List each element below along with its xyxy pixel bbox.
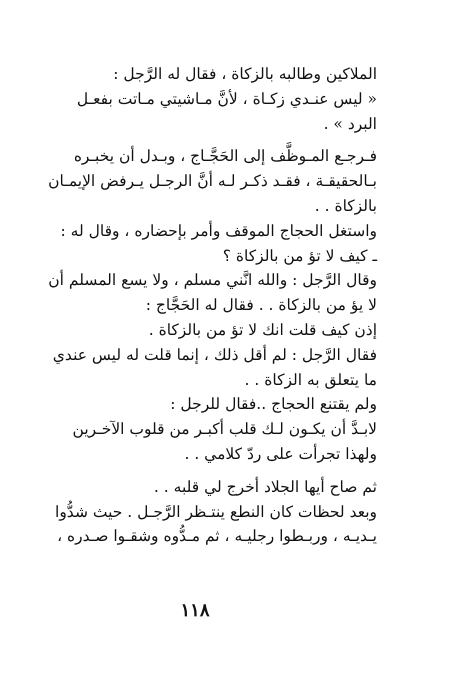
text-line: الملاكين وطالبه بالزكاة ، فقال له الرَّجل : <box>113 65 377 83</box>
text-line: فـرجـع المـوظَّف إلى الحَجَّـاج ، وبـدل أن يخبـره <box>73 147 377 166</box>
text-line: إذن كيف قلت انك لا تؤ من بالزكاة . <box>148 320 377 339</box>
text-line: وقال الرَّجل : والله انَّني مسلم ، ولا يسع المسلم أن <box>48 271 377 290</box>
text-line: ولهذا تجرأت على ردّ كلامي . . <box>184 444 377 463</box>
text-line: ـ كيف لا تؤ من بالزكاة ؟ <box>222 246 377 265</box>
page-number: ١١٨ <box>180 600 210 621</box>
text-line: « ليس عنـدي زكـاة ، لأنَّ مـاشيتي مـاتت بفعـل <box>76 89 377 108</box>
text-line: بـالحقيقـة ، فقـد ذكـر لـه أنَّ الرجـل يـرفض الإيمـان <box>48 172 377 191</box>
body-text <box>38 62 377 549</box>
text-line: وبعد لحظات كان النطع ينتـظر الرَّجـل . حيث شدُّوا <box>55 502 377 521</box>
text-line: بالزكاة . . <box>314 196 377 215</box>
text-line: لابـدَّ أن يكـون لـك قلب أكبـر من قلوب الآخـرين <box>72 420 377 439</box>
text-line: ما يتعلق به الزكاة . . <box>244 370 377 389</box>
text-line: البرد » . <box>323 114 377 133</box>
text-line: يـديـه ، وربـطوا رجليـه ، ثم مـدُّوه وشقـوا صـدره ، <box>57 527 377 546</box>
text-line: لا يؤ من بالزكاة . . فقال له الحَجَّاج : <box>145 296 377 315</box>
text-line: ولم يقتنع الحجاج ..فقال للرجل : <box>170 395 377 414</box>
text-line: فقال الرَّجل : لم أقل ذلك ، إنما قلت له ليس عندي <box>52 345 377 364</box>
text-line: واستغل الحجاج الموقف وأمر بإحضاره ، وقال له : <box>60 221 377 240</box>
text-line: ثم صاح أيها الجلاد أخرج لي قلبه . . <box>153 477 377 496</box>
